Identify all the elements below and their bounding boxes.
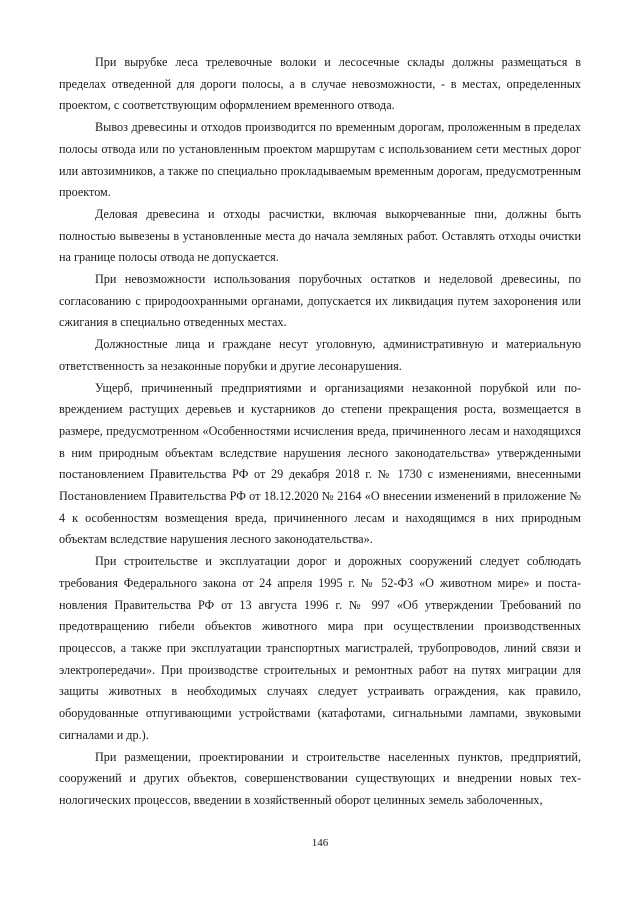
page-number: 146: [311, 837, 329, 849]
paragraph-liability: Должностные лица и граждане несут уголовную, административную и материальную ответственность за незаконные порубки и другие лесонарушения.: [59, 337, 581, 373]
paragraph-wildlife-protection: При строительстве и эксплуатации дорог и дорожных сооружений следует соблюдать требования Федерального закона от 24 апреля 1995 г. № 52-ФЗ «О животном мире» и постановления Правительства РФ от 13 августа 1996 г. № 997 «Об утверждении Требований по предотвращению гибели объектов животного мира при осуществлении производственных процессов, а также при эксплуатации транспортных магистралей, трубопроводов, линий связи и электропередачи». При производстве строительных и ремонтных работ на путях миграции для защиты животных в необходимых случаях следует устраивать ограждения, как правило, оборудованные отпугивающими устройствами (катафотами, сигнальными лампами, звуковыми сигналами и др.).: [59, 554, 581, 742]
paragraph-felling-skidding: При вырубке леса трелевочные волоки и лесосечные склады должны размещаться в пределах отведенной для дороги полосы, а в случае невозможности, - в местах, определенных проектом, с соответствующим оформлением временного отвода.: [59, 55, 581, 113]
paragraph-damage-compensation: Ущерб, причиненный предприятиями и организациями незаконной порубкой или повреждением растущих деревьев и кустарников до степени прекращения роста, возмещается в размере, предусмотренном «Особенностями исчисления вреда, причиненного лесам и находящихся в ним природным объектам вследствие нарушения лесного законодательства» утвержденными постановлением Правительства РФ от 29 декабря 2018 г. № 1730 с изменениями, внесенными Постановлением Правительства РФ от 18.12.2020 № 2164 «О внесении изменений в приложение № 4 к особенностям возмещения вреда, причиненного лесам и находящимся в них природным объектам вследствие нарушения лесного законодательства».: [59, 380, 581, 547]
paragraph-timber-removal: Вывоз древесины и отходов производится по временным дорогам, проложенным в пределах полосы отвода или по установленным проектом маршрутам с использованием сети местных дорог или автозимников, а также по специально прокладываемым временным дорогам, предусмотренным проектом.: [59, 120, 581, 200]
paragraph-clearing-waste: Деловая древесина и отходы расчистки, включая выкорчеванные пни, должны быть полностью вывезены в установленные места до начала земляных работ. Оставлять отходы очистки на границе полосы отвода не допускается.: [59, 206, 581, 265]
paragraph-residue-disposal: При невозможности использования порубочных остатков и неделовой древесины, по согласованию с природоохранными органами, допускается их ликвидация путем захоронения или сжигания в специально отведенных местах.: [59, 272, 581, 330]
body-text: [59, 52, 581, 812]
paragraph-settlements: При размещении, проектировании и строительстве населенных пунктов, предприятий, сооружений и других объектов, совершенствовании существующих и внедрении новых технологических процессов, введении в хозяйственный оборот целинных земель заболоченных,: [59, 749, 581, 807]
